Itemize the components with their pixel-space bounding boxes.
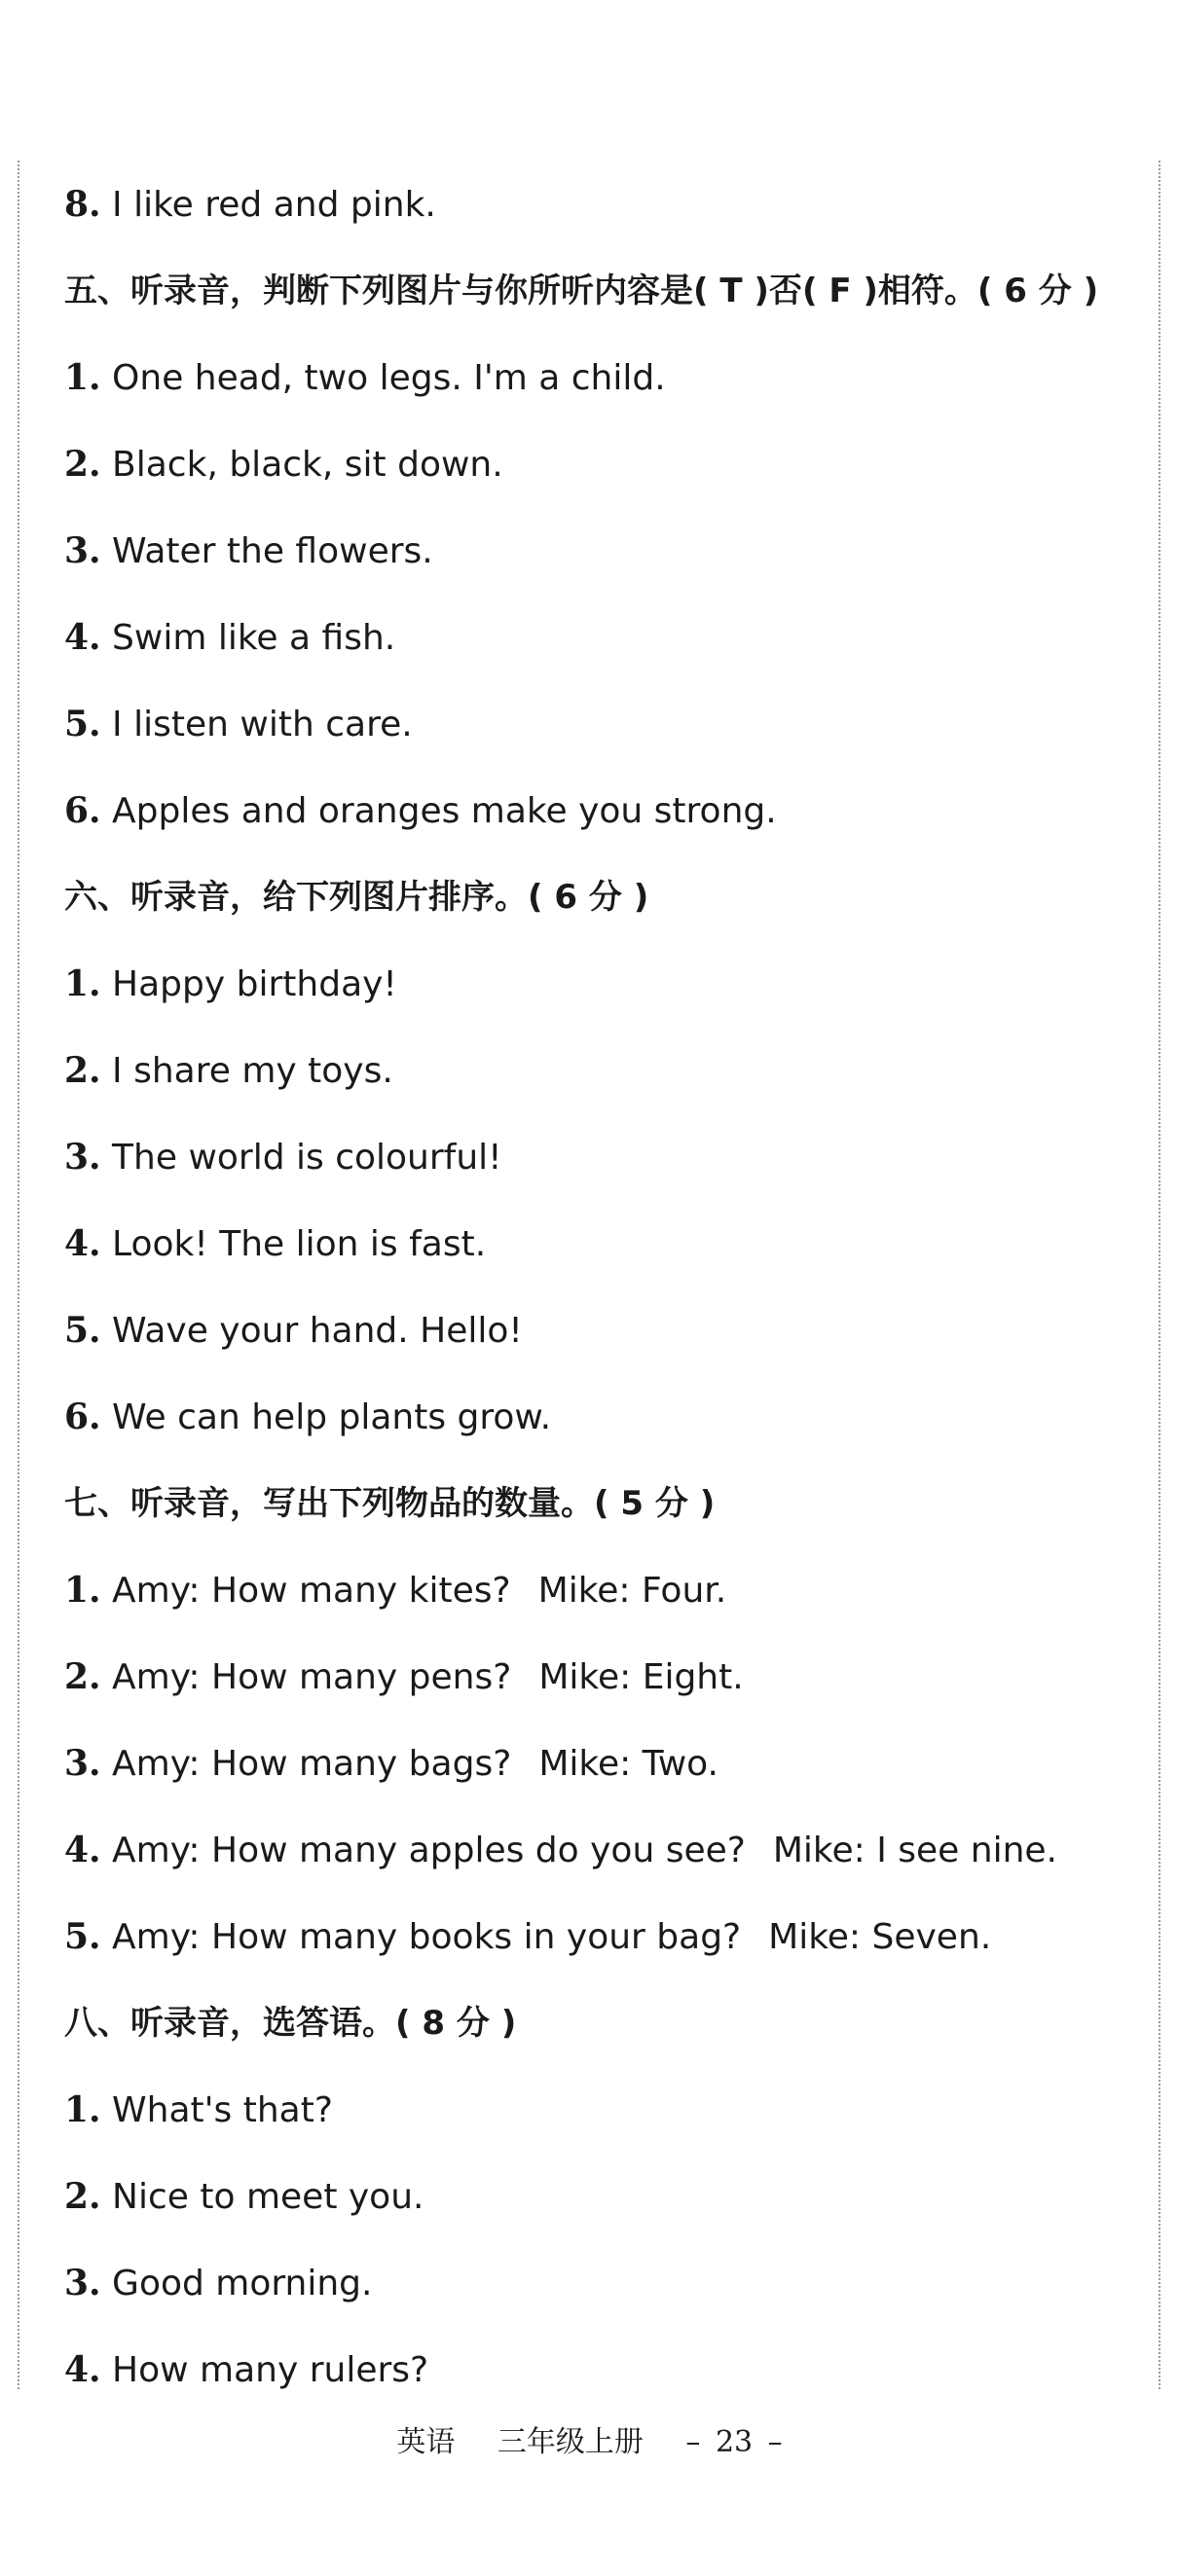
dialog-item [64, 1559, 1135, 1646]
item-number: 2. [64, 1656, 101, 1697]
list-item [64, 606, 1135, 693]
item-text: Look! The lion is fast. [112, 1224, 487, 1264]
item-text: Swim like a fish. [112, 618, 396, 658]
item-text: Water the flowers. [112, 531, 433, 571]
list-item [64, 693, 1135, 780]
item-text: Nice to meet you. [112, 2177, 424, 2217]
item-reply: Mike: Eight. [538, 1657, 744, 1697]
section-heading [64, 1472, 1135, 1559]
left-margin-rule [18, 161, 19, 2389]
right-margin-rule [1159, 161, 1161, 2389]
list-item [64, 173, 1135, 260]
list-item [64, 1213, 1135, 1299]
item-number: 2. [64, 2176, 101, 2217]
list-item [64, 2252, 1135, 2339]
item-text: Black, black, sit down. [112, 445, 503, 485]
item-number: 5. [64, 704, 101, 744]
item-number: 1. [64, 963, 101, 1004]
item-text: Amy: How many pens? [112, 1657, 512, 1697]
item-text: I listen with care. [112, 705, 413, 744]
footer-page-number: – 23 – [685, 2425, 783, 2459]
section-heading-text: 七、听录音，写出下列物品的数量。( 5 分 ) [64, 1484, 716, 1523]
list-item [64, 2339, 1135, 2425]
item-reply: Mike: Two. [538, 1744, 718, 1784]
section-heading-text: 六、听录音，给下列图片排序。( 6 分 ) [64, 878, 649, 917]
item-number: 1. [64, 1570, 101, 1611]
dialog-item [64, 1819, 1135, 1905]
item-text: Happy birthday! [112, 964, 397, 1004]
item-number: 2. [64, 444, 101, 485]
item-text: One head, two legs. I'm a child. [112, 358, 666, 398]
list-item [64, 346, 1135, 433]
item-number: 3. [64, 1137, 101, 1178]
footer-subject: 英语 [396, 2425, 456, 2459]
item-number: 4. [64, 617, 101, 658]
item-text: Amy: How many bags? [112, 1744, 512, 1784]
item-text: I like red and pink. [112, 185, 436, 225]
section-heading [64, 260, 1135, 346]
item-number: 8. [64, 184, 101, 225]
section-heading [64, 866, 1135, 953]
dialog-item [64, 1732, 1135, 1819]
item-number: 4. [64, 1830, 101, 1870]
item-number: 6. [64, 1397, 101, 1437]
dialog-item [64, 1905, 1135, 1992]
list-item [64, 1386, 1135, 1472]
item-text: Amy: How many books in your bag? [112, 1917, 742, 1957]
item-text: Good morning. [112, 2264, 373, 2304]
page-footer [0, 2417, 1179, 2460]
item-text: Amy: How many kites? [112, 1571, 511, 1611]
item-text: What's that? [112, 2090, 333, 2130]
item-number: 3. [64, 2263, 101, 2304]
item-number: 6. [64, 790, 101, 831]
item-number: 3. [64, 1743, 101, 1784]
item-text: Amy: How many apples do you see? [112, 1831, 746, 1870]
item-number: 2. [64, 1050, 101, 1091]
section-heading-text: 五、听录音，判断下列图片与你所听内容是( T )否( F )相符。( 6 分 ) [64, 272, 1099, 310]
item-number: 5. [64, 1310, 101, 1351]
list-item [64, 2079, 1135, 2165]
item-text: How many rulers? [112, 2350, 429, 2390]
item-number: 1. [64, 2089, 101, 2130]
item-reply: Mike: Seven. [768, 1917, 992, 1957]
item-number: 4. [64, 2349, 101, 2390]
list-item [64, 433, 1135, 520]
footer-grade: 三年级上册 [497, 2425, 644, 2459]
item-number: 1. [64, 357, 101, 398]
item-number: 5. [64, 1916, 101, 1957]
list-item [64, 780, 1135, 866]
item-number: 4. [64, 1223, 101, 1264]
item-reply: Mike: I see nine. [772, 1831, 1057, 1870]
section-heading [64, 1992, 1135, 2079]
list-item [64, 1299, 1135, 1386]
list-item [64, 953, 1135, 1039]
list-item [64, 2165, 1135, 2252]
item-text: Wave your hand. Hello! [112, 1311, 523, 1351]
list-item [64, 1126, 1135, 1213]
list-item [64, 1039, 1135, 1126]
item-text: The world is colourful! [112, 1138, 502, 1178]
item-reply: Mike: Four. [537, 1571, 727, 1611]
worksheet-content [64, 173, 1135, 2425]
dialog-item [64, 1646, 1135, 1732]
item-text: I share my toys. [112, 1051, 393, 1091]
item-text: We can help plants grow. [112, 1397, 552, 1437]
item-text: Apples and oranges make you strong. [112, 791, 777, 831]
list-item [64, 520, 1135, 606]
section-heading-text: 八、听录音，选答语。( 8 分 ) [64, 2004, 517, 2043]
item-number: 3. [64, 530, 101, 571]
